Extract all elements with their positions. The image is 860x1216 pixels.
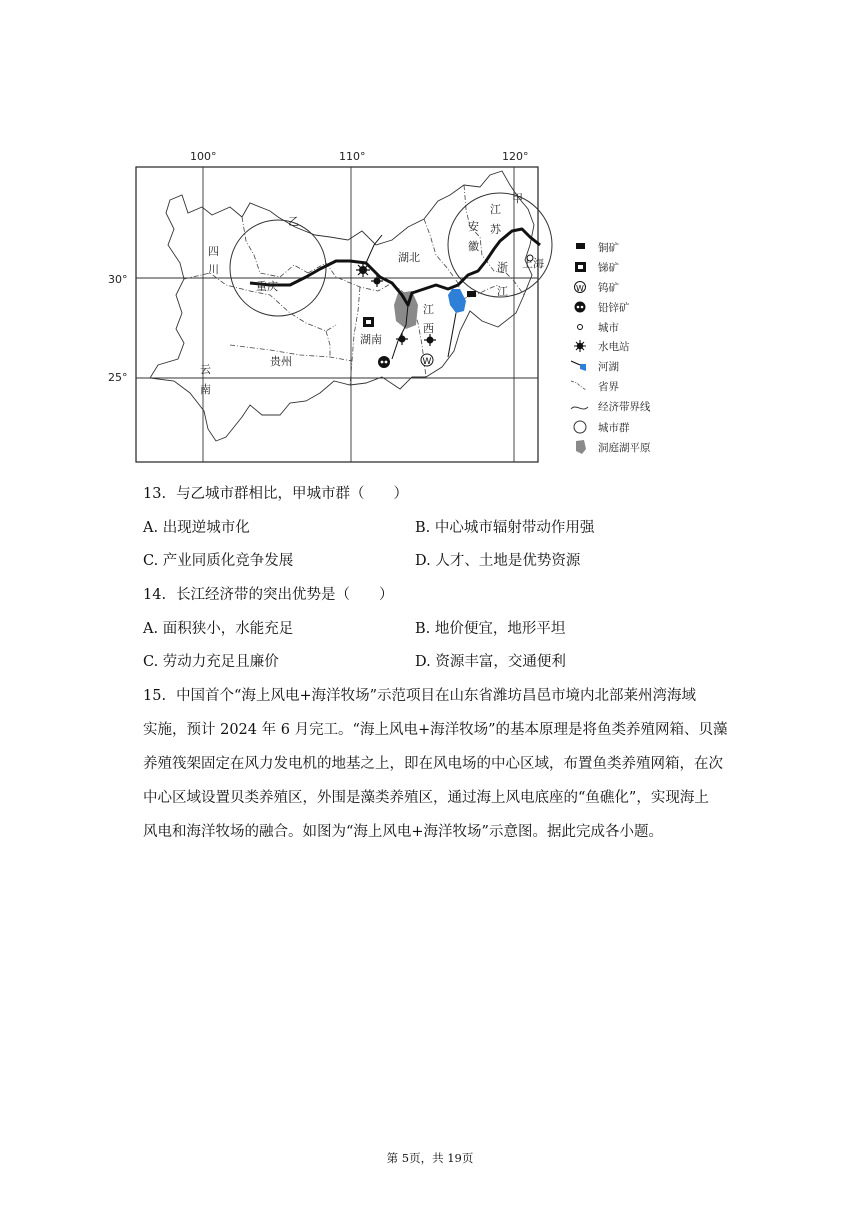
legend-hydropower: 水电站 — [598, 341, 630, 353]
question-13-number: 13. — [143, 486, 167, 502]
question-14-number: 14. — [143, 587, 167, 603]
copper-mine-icon — [467, 291, 476, 297]
legend-city: 城市 — [598, 322, 619, 334]
legend-dongting-plain: 洞庭湖平原 — [598, 442, 651, 454]
svg-text:W: W — [576, 284, 584, 293]
legend-river-lake: 河湖 — [598, 361, 619, 373]
question-14-text: 长江经济带的突出优势是（ ） — [176, 587, 394, 603]
question-15-line-5: 风电和海洋牧场的融合。如图为“海上风电+海洋牧场”示意图。据此完成各小题。 — [143, 824, 663, 840]
map-frame — [136, 167, 538, 462]
label-jiangxi-2: 西 — [423, 322, 434, 335]
question-14-option-b: B. 地价便宜，地形平坦 — [415, 621, 566, 637]
city-group-yi-circle — [230, 220, 326, 316]
question-15-line-3: 养殖筏架固定在风力发电机的地基之上，即在风电场的中心区域，布置鱼类养殖网箱，在次 — [143, 756, 723, 772]
economic-belt-boundary — [150, 171, 534, 441]
legend-copper-icon — [576, 243, 585, 249]
label-shanghai: 上海 — [522, 257, 544, 270]
legend-antimony: 锑矿 — [598, 262, 619, 274]
legend-lead-zinc-icon — [575, 302, 586, 313]
label-anhui-2: 徽 — [468, 240, 479, 253]
legend-lead-zinc: 铅锌矿 — [598, 302, 630, 314]
page-footer: 第 5页，共 19页 — [386, 1151, 474, 1165]
label-yunnan-1: 云 — [200, 363, 211, 376]
question-13-option-b: B. 中心城市辐射带动作用强 — [415, 520, 595, 536]
label-yi: 乙 — [288, 215, 299, 228]
question-15-line-4: 中心区域设置贝类养殖区，外围是藻类养殖区，通过海上风电底座的“鱼礁化”，实现海上 — [143, 790, 709, 806]
lat-label-25: 25° — [108, 371, 128, 384]
legend-copper: 铜矿 — [598, 242, 619, 254]
yangtze-economic-belt-map — [108, 145, 670, 465]
lon-label-110: 110° — [339, 150, 366, 163]
svg-text:W: W — [422, 357, 432, 367]
antimony-mine-icon — [363, 317, 374, 327]
label-hubei: 湖北 — [398, 251, 420, 264]
question-13-stem — [143, 484, 408, 504]
question-15-line-1: 15. 中国首个“海上风电+海洋牧场”示范项目在山东省潍坊昌邑市境内北部莱州湾海域 — [143, 679, 753, 713]
label-anhui-1: 安 — [468, 220, 479, 233]
label-zhejiang-1: 浙 — [497, 261, 508, 274]
question-15-number: 15. — [143, 688, 167, 704]
question-15-paragraph — [143, 679, 753, 849]
legend-river-lake-icon — [571, 361, 586, 371]
question-13-option-d: D. 人才、土地是优势资源 — [415, 553, 581, 569]
province-boundaries — [184, 185, 524, 385]
poyang-lake — [448, 289, 466, 313]
legend-city-group-icon — [574, 421, 586, 433]
label-jia: 甲 — [512, 192, 523, 205]
lon-label-100: 100° — [190, 150, 217, 163]
question-14-option-c: C. 劳动力充足且廉价 — [143, 654, 279, 670]
legend-hydropower-icon — [574, 340, 586, 352]
label-jiangsu-2: 苏 — [490, 223, 501, 236]
lead-zinc-mine-icon — [378, 356, 390, 368]
label-zhejiang-2: 江 — [497, 285, 508, 298]
legend-tungsten: 钨矿 — [598, 282, 619, 294]
question-14-option-a: A. 面积狭小，水能充足 — [143, 621, 294, 637]
question-15-line-2: 实施，预计 2024 年 6 月完工。“海上风电+海洋牧场”的基本原理是将鱼类养殖网箱、贝藻 — [143, 722, 728, 738]
legend-belt-line-icon — [571, 407, 588, 409]
lat-label-30: 30° — [108, 273, 128, 286]
question-14-stem — [143, 585, 394, 605]
river-gan — [448, 313, 456, 357]
label-sichuan-2: 川 — [208, 263, 219, 276]
label-sichuan-1: 四 — [208, 245, 219, 258]
label-chongqing: 重庆 — [256, 280, 278, 293]
question-13-option-a: A. 出现逆城市化 — [143, 520, 250, 536]
tungsten-mine-icon — [421, 354, 433, 367]
legend-province-boundary: 省界 — [598, 381, 619, 393]
lon-label-120: 120° — [502, 150, 529, 163]
legend-province-boundary-icon — [571, 381, 586, 390]
question-13-option-c: C. 产业同质化竞争发展 — [143, 553, 294, 569]
question-13-text: 与乙城市群相比，甲城市群（ ） — [176, 486, 409, 502]
river-han — [366, 235, 382, 263]
label-jiangsu-1: 江 — [490, 203, 501, 216]
map-svg — [108, 145, 670, 465]
legend-city-icon — [578, 325, 583, 330]
label-hunan: 湖南 — [360, 333, 382, 346]
label-jiangxi-1: 江 — [423, 303, 434, 316]
legend-dongting-plain-icon — [576, 440, 586, 454]
legend-belt-line: 经济带界线 — [598, 401, 651, 413]
map-legend — [571, 241, 651, 454]
label-guizhou: 贵州 — [270, 355, 292, 368]
label-yunnan-2: 南 — [200, 383, 211, 396]
question-14-option-d: D. 资源丰富，交通便利 — [415, 654, 566, 670]
legend-city-group: 城市群 — [598, 422, 630, 434]
